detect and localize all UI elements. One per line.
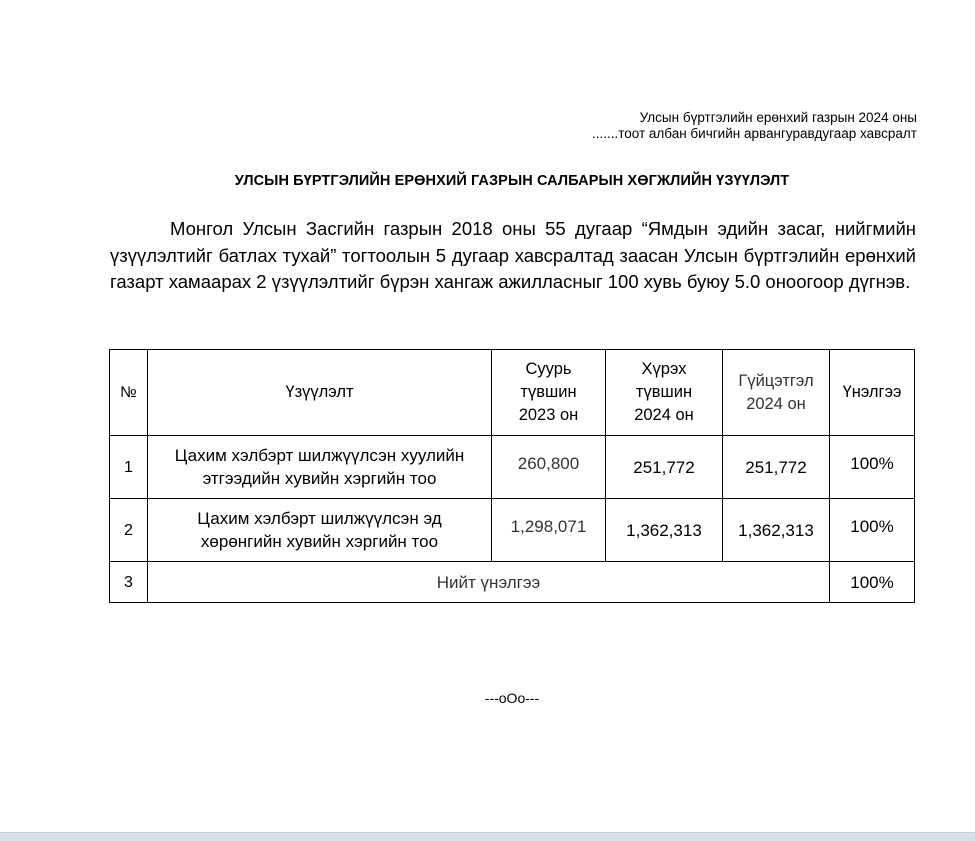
row-indicator: Цахим хэлбэрт шилжүүлсэн хуулийн этгээдийн хувийн хэргийн тоо: [148, 436, 492, 499]
appendix-header-line-1: Улсын бүртгэлийн ерөнхий газрын 2024 оны: [639, 110, 917, 125]
row-no: 1: [110, 436, 148, 499]
table-row: [110, 499, 915, 562]
header-indicator: Үзүүлэлт: [148, 350, 492, 436]
header-base-level: Суурь түвшин 2023 он: [492, 350, 606, 436]
table-total-row: [110, 562, 915, 603]
row-actual-value: 1,362,313: [723, 499, 830, 562]
document-title: УЛСЫН БҮРТГЭЛИЙН ЕРӨНХИЙ ГАЗРЫН САЛБАРЫН ХӨГЖЛИЙН ҮЗҮҮЛЭЛТ: [234, 173, 790, 189]
row-actual-value: 251,772: [723, 436, 830, 499]
total-label: Нийт үнэлгээ: [148, 562, 830, 603]
row-base-value: 260,800: [492, 436, 606, 499]
row-score: 100%: [830, 499, 915, 562]
header-score: Үнэлгээ: [830, 350, 915, 436]
body-paragraph: Монгол Улсын Засгийн газрын 2018 оны 55 дугаар “Ямдын эдийн засаг, нийгмийн үзүүлэлтийг батлах тухай” тогтоолын 5 дугаар хавсралтад заасан Улсын бүртгэлийн ерөнхий газарт хамаарах 2 үзүүлэлтийг бүрэн хангаж ажилласныг 100 хувь буюу 5.0 оноогоор дүгнэв.: [110, 218, 916, 292]
row-score: 100%: [830, 436, 915, 499]
end-marker: ---oOo---: [484, 690, 540, 706]
row-base-value: 1,298,071: [492, 499, 606, 562]
table-row: [110, 436, 915, 499]
total-score: 100%: [830, 562, 915, 603]
total-no: 3: [110, 562, 148, 603]
row-no: 2: [110, 499, 148, 562]
appendix-header-line-2: .......тоот албан бичгийн арвангуравдугаар хавсралт: [591, 126, 917, 141]
row-target-value: 1,362,313: [606, 499, 723, 562]
header-target-level: Хүрэх түвшин 2024 он: [606, 350, 723, 436]
indicator-table: [109, 349, 915, 603]
header-no: №: [110, 350, 148, 436]
row-target-value: 251,772: [606, 436, 723, 499]
header-actual: Гүйцэтгэл 2024 он: [723, 350, 830, 436]
row-indicator: Цахим хэлбэрт шилжүүлсэн эд хөрөнгийн хувийн хэргийн тоо: [148, 499, 492, 562]
table-header-row: [110, 350, 915, 436]
